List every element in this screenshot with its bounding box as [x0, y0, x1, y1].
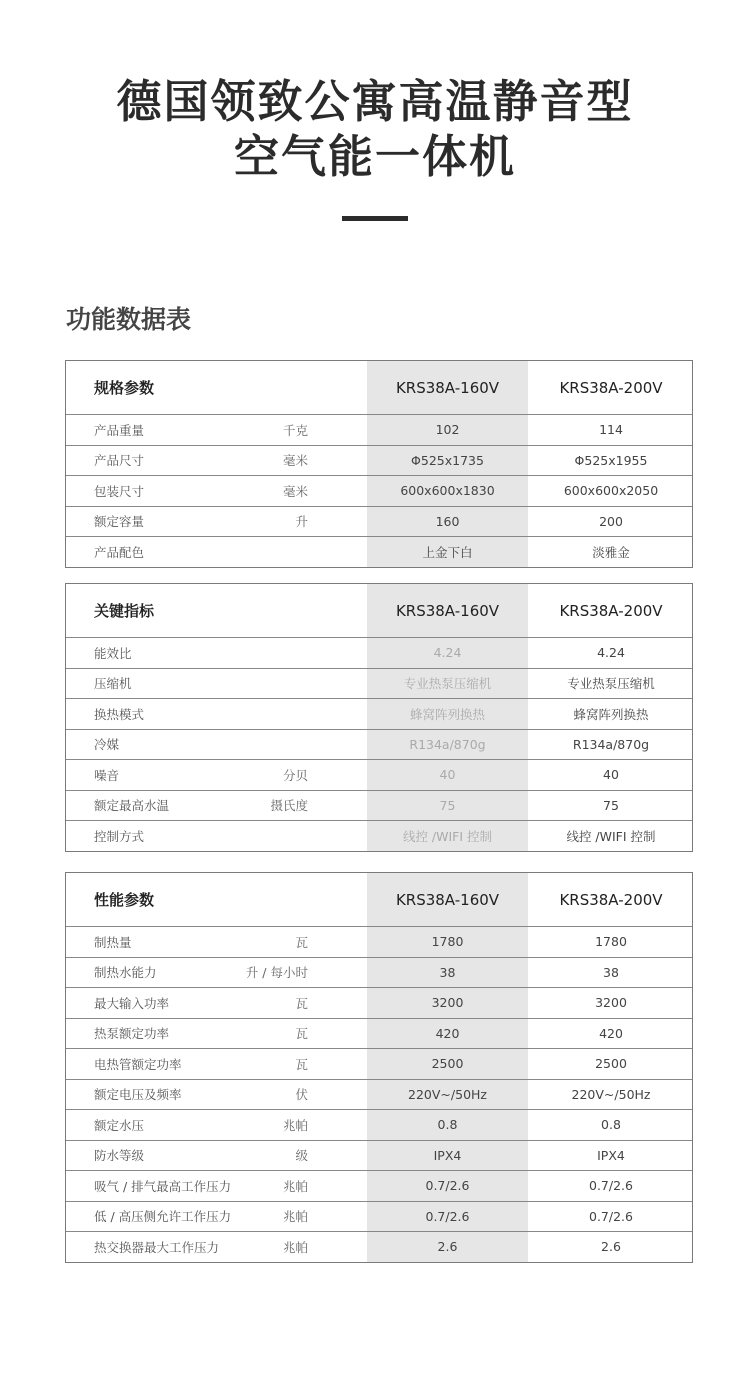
row-label: 控制方式 [94, 828, 145, 844]
model-2-value: 蜂窝阵列换热 [573, 706, 649, 722]
model-1-value: 专业热泵压缩机 [403, 676, 492, 692]
table-heading: 性能参数 [94, 891, 155, 909]
row-label: 压缩机 [94, 676, 132, 692]
model-2-value: IPX4 [597, 1147, 625, 1163]
model-1-value: 75 [439, 797, 456, 813]
model-1-value: 蜂窝阵列换热 [409, 706, 485, 722]
row-label: 额定容量 [94, 514, 145, 530]
table-row [66, 668, 692, 699]
row-label: 热交换器最大工作压力 [94, 1239, 220, 1255]
table-heading: 规格参数 [94, 379, 155, 397]
model-1-header: KRS38A-160V [395, 890, 500, 909]
table-row [66, 414, 692, 445]
row-unit: 瓦 [295, 934, 308, 950]
row-unit: 伏 [295, 1087, 308, 1103]
row-unit: 千克 [282, 422, 308, 438]
model-1-value: 600x600x1830 [400, 483, 495, 499]
table-row [66, 506, 692, 537]
model-1-value: 4.24 [433, 645, 462, 661]
row-unit [226, 699, 308, 729]
model-1-value: 0.7/2.6 [425, 1178, 470, 1194]
model-2-value: 1780 [595, 934, 627, 950]
model-1-value: 0.7/2.6 [425, 1208, 470, 1224]
model-2-value: 2500 [595, 1056, 627, 1072]
row-unit [226, 821, 308, 851]
model-1-value: Φ525x1735 [411, 452, 484, 468]
row-label: 热泵额定功率 [94, 1026, 170, 1042]
model-1-value: 40 [439, 767, 456, 783]
model-2-value: 200 [599, 513, 623, 529]
model-2-value: 2.6 [601, 1239, 621, 1255]
row-label: 换热模式 [94, 706, 145, 722]
model-1-value: 0.8 [437, 1117, 458, 1133]
model-2-value: 0.8 [601, 1117, 621, 1133]
row-unit [226, 730, 308, 760]
table-row [66, 926, 692, 957]
row-unit: 毫米 [282, 483, 308, 499]
row-unit: 升 [295, 514, 308, 530]
table-header-row [66, 873, 692, 926]
model-2-value: 420 [599, 1025, 623, 1041]
model-1-value: 线控 /WIFI 控制 [402, 828, 493, 844]
row-unit: 瓦 [295, 1026, 308, 1042]
row-unit: 级 [295, 1148, 308, 1164]
row-unit: 兆帕 [282, 1178, 308, 1194]
table-row [66, 1018, 692, 1049]
table-row [66, 1140, 692, 1171]
row-unit: 瓦 [295, 1056, 308, 1072]
model-2-value: 淡雅金 [592, 544, 630, 560]
row-label: 能效比 [94, 645, 132, 661]
model-1-header: KRS38A-160V [395, 601, 500, 620]
table-row [66, 536, 692, 567]
key-indicators-table [65, 583, 693, 852]
model-1-value: 220V~/50Hz [408, 1086, 487, 1102]
model-2-value: 专业热泵压缩机 [567, 676, 655, 692]
model-2-value: 114 [599, 422, 623, 438]
row-label: 产品尺寸 [94, 453, 145, 469]
row-label: 电热管额定功率 [94, 1056, 182, 1072]
table-row [66, 445, 692, 476]
page-title-line-1: 德国领致公寓高温静音型 [116, 75, 634, 128]
table-row [66, 475, 692, 506]
model-1-value: 102 [435, 422, 460, 438]
model-1-header: KRS38A-160V [395, 378, 500, 397]
model-2-header: KRS38A-200V [559, 601, 663, 620]
model-2-value: Φ525x1955 [574, 452, 648, 468]
row-unit: 兆帕 [282, 1117, 308, 1133]
model-1-value: 160 [435, 513, 460, 529]
row-label: 低 / 高压侧允许工作压力 [94, 1209, 232, 1225]
row-label: 额定水压 [94, 1117, 145, 1133]
table-header-row [66, 584, 692, 637]
row-label: 产品配色 [94, 544, 145, 560]
row-label: 产品重量 [94, 422, 145, 438]
table-row [66, 729, 692, 760]
model-1-value: 2.6 [437, 1239, 458, 1255]
table-row [66, 637, 692, 668]
row-unit: 瓦 [295, 995, 308, 1011]
row-label: 制热水能力 [94, 965, 157, 981]
table-row [66, 1079, 692, 1110]
model-2-value: 75 [603, 797, 619, 813]
row-label: 制热量 [94, 934, 132, 950]
model-1-value: 1780 [431, 934, 464, 950]
table-row [66, 987, 692, 1018]
model-2-value: 600x600x2050 [563, 483, 659, 499]
spec-table [65, 360, 693, 568]
model-1-value: IPX4 [433, 1147, 462, 1163]
row-unit: 兆帕 [282, 1209, 308, 1225]
row-unit: 分贝 [282, 767, 308, 783]
model-2-value: 线控 /WIFI 控制 [566, 828, 656, 844]
model-1-value: 上金下白 [422, 544, 473, 560]
model-1-value: 3200 [431, 995, 464, 1011]
table-row [66, 1201, 692, 1232]
model-2-value: 0.7/2.6 [589, 1178, 633, 1194]
row-unit: 兆帕 [282, 1239, 308, 1255]
row-label: 包装尺寸 [94, 483, 145, 499]
model-2-header: KRS38A-200V [559, 890, 663, 909]
table-row [66, 698, 692, 729]
row-label: 冷媒 [94, 737, 120, 753]
row-unit: 毫米 [282, 453, 308, 469]
model-2-header: KRS38A-200V [559, 378, 663, 397]
table-row [66, 1109, 692, 1140]
model-2-value: 4.24 [597, 645, 625, 661]
table-heading: 关键指标 [94, 602, 155, 620]
table-row [66, 1231, 692, 1262]
table-row [66, 957, 692, 988]
section-heading: 功能数据表 [66, 305, 192, 334]
page-title-line-2: 空气能一体机 [233, 130, 516, 183]
table-row [66, 790, 692, 821]
model-2-value: 40 [603, 767, 619, 783]
row-unit [226, 537, 308, 567]
row-label: 防水等级 [94, 1148, 145, 1164]
table-header-row [66, 361, 692, 414]
model-2-value: 3200 [595, 995, 627, 1011]
model-1-value: 38 [439, 964, 456, 980]
model-2-value: R134a/870g [572, 736, 650, 752]
model-2-value: 220V~/50Hz [571, 1086, 651, 1102]
model-2-value: 0.7/2.6 [589, 1208, 633, 1224]
performance-table [65, 872, 693, 1263]
row-unit: 摄氏度 [270, 798, 308, 814]
model-2-value: 38 [603, 964, 619, 980]
table-row [66, 1170, 692, 1201]
table-row [66, 1048, 692, 1079]
row-unit [226, 669, 308, 699]
model-1-value: 420 [435, 1025, 460, 1041]
table-row [66, 759, 692, 790]
row-label: 额定电压及频率 [94, 1087, 182, 1103]
model-1-value: R134a/870g [409, 736, 486, 752]
row-label: 最大输入功率 [94, 995, 170, 1011]
row-label: 噪音 [94, 767, 120, 783]
row-label: 额定最高水温 [94, 798, 170, 814]
title-underline [342, 216, 408, 221]
row-label: 吸气 / 排气最高工作压力 [94, 1178, 232, 1194]
table-row [66, 820, 692, 851]
model-1-value: 2500 [431, 1056, 464, 1072]
row-unit: 升 / 每小时 [245, 965, 308, 981]
row-unit [226, 638, 308, 668]
